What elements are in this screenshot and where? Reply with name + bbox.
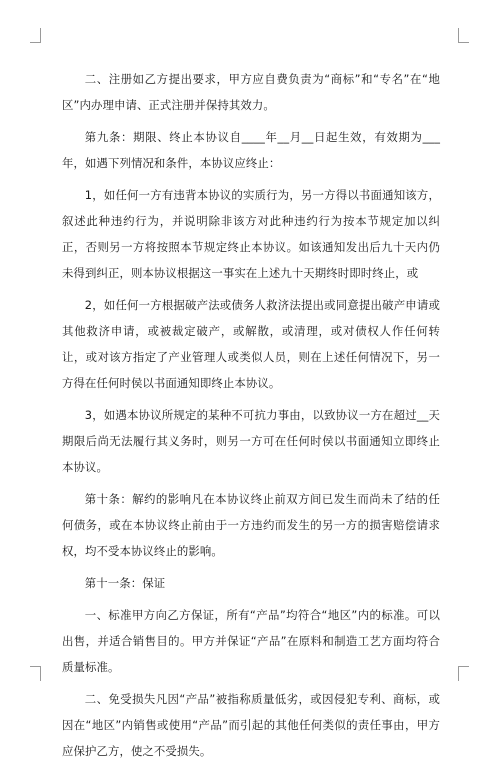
paragraph-termination-breach: 1，如任何一方有违背本协议的实质行为，另一方得以书面通知该方，叙述此种违约行为，并说明除非该方对此种违约行为按本节规定加以纠正，否则另一方将按照本节规定终止本协议。如该通知发出后九十天内仍未得到纠正，则本协议根据这一事实在上述九十天期终时即时终止，或 [62, 188, 440, 280]
page-corner-mark-top-right [458, 28, 469, 43]
paragraph-termination-bankruptcy: 2，如任何一方根据破产法或债务人救济法提出或同意提出破产申请或其他救济申请，或被裁定破产，或解散，或清理，或对债权人作任何转让，或对该方指定了产业管理人或类似人员，则在上述任何情况下，另一方得在任何时侯以书面通知即终止本协议。 [62, 298, 440, 390]
paragraph-warranty-indemnity: 二、免受损失凡因“产品”被指称质量低劣，或因侵犯专利、商标，或因在“地区”内销售或使用“产品”而引起的其他任何类似的责任事由，甲方应保护乙方，使之不受损失。 [62, 692, 440, 758]
paragraph-warranty-standard: 一、标准甲方向乙方保证，所有“产品”均符合“地区”内的标准。可以出售，并适合销售目的。甲方并保证“产品”在原料和制造工艺方面均符合质量标准。 [62, 608, 440, 674]
paragraph-registration: 二、注册如乙方提出要求，甲方应自费负责为“商标”和“专名”在“地区”内办理申请、正式注册并保持其效力。 [62, 72, 440, 112]
paragraph-article-11-heading: 第十一条：保证 [84, 575, 166, 590]
page-corner-mark-bottom-left [30, 666, 41, 681]
paragraph-article-9-term: 第九条：期限、终止本协议自____年__月__日起生效，有效期为___年，如遇下列情况和条件，本协议应终止： [62, 130, 440, 170]
document-body [62, 67, 440, 771]
paragraph-termination-force-majeure: 3，如遇本协议所规定的某种不可抗力事由，以致协议一方在超过__天期限后尚无法履行其义务时，则另一方可在任何时侯以书面通知立即终止本协议。 [62, 407, 440, 474]
page-corner-mark-top-left [30, 28, 41, 43]
paragraph-article-10-effect: 第十条：解约的影响凡在本协议终止前双方间已发生而尚未了结的任何债务，或在本协议终止前由于一方违约而发生的另一方的损害赔偿请求权，均不受本协议终止的影响。 [62, 491, 440, 558]
page-corner-mark-bottom-right [458, 666, 469, 681]
